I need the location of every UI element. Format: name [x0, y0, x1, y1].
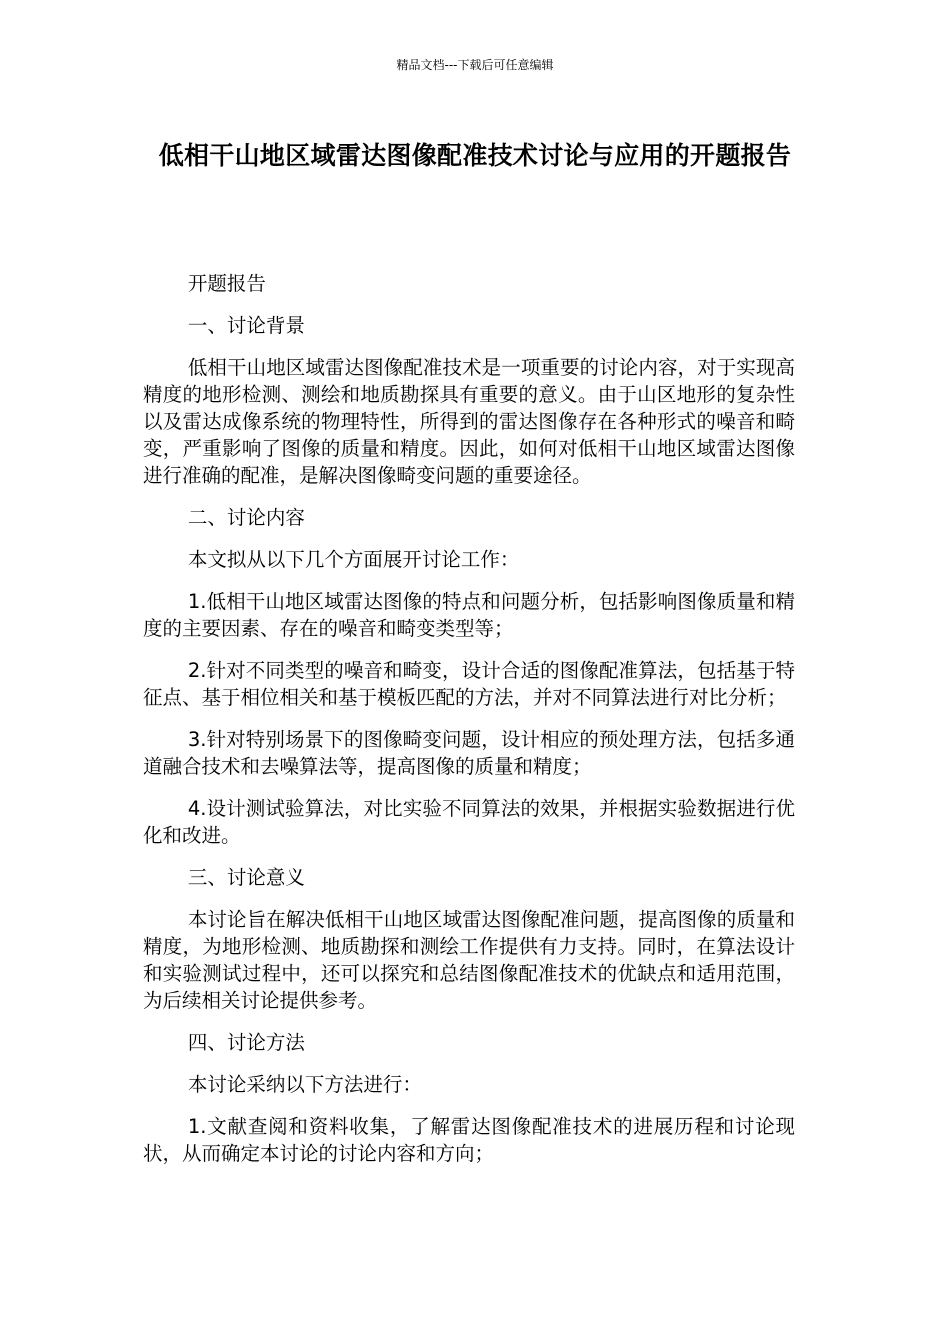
- section-heading-method: 四、讨论方法: [187, 1031, 305, 1054]
- section-heading-report: 开题报告: [187, 272, 266, 295]
- paragraph-significance: 本讨论旨在解决低相干山地区域雷达图像配准问题，提高图像的质量和精度，为地形检测、地质勘探和测绘工作提供有力支持。同时，在算法设计和实验测试过程中，还可以探究和总结图像配准技术的优缺点和适用范围，为后续相关讨论提供参考。: [143, 908, 795, 1012]
- page-header: 精品文档---下载后可任意编辑: [396, 58, 554, 72]
- list-item-content-2: 2.针对不同类型的噪音和畸变，设计合适的图像配准算法，包括基于特征点、基于相位相关和基于模板匹配的方法，并对不同算法进行对比分析；: [143, 659, 795, 709]
- list-item-content-1: 1.低相干山地区域雷达图像的特点和问题分析，包括影响图像质量和精度的主要因素、存在的噪音和畸变类型等；: [143, 590, 795, 640]
- section-heading-content: 二、讨论内容: [187, 506, 305, 529]
- document-body: [143, 270, 795, 1182]
- paragraph-background: 低相干山地区域雷达图像配准技术是一项重要的讨论内容，对于实现高精度的地形检测、测绘和地质勘探具有重要的意义。由于山区地形的复杂性以及雷达成像系统的物理特性，所得到的雷达图像存在各种形式的噪音和畸变，严重影响了图像的质量和精度。因此，如何对低相干山地区域雷达图像进行准确的配准，是解决图像畸变问题的重要途径。: [143, 356, 795, 487]
- paragraph-content-intro: 本文拟从以下几个方面展开讨论工作：: [187, 548, 520, 571]
- list-item-content-3: 3.针对特别场景下的图像畸变问题，设计相应的预处理方法，包括多通道融合技术和去噪算法等，提高图像的质量和精度；: [143, 728, 795, 778]
- section-heading-background: 一、讨论背景: [187, 314, 305, 337]
- list-item-method-1: 1.文献查阅和资料收集，了解雷达图像配准技术的进展历程和讨论现状，从而确定本讨论的讨论内容和方向；: [143, 1115, 795, 1165]
- paragraph-method-intro: 本讨论采纳以下方法进行：: [187, 1073, 422, 1096]
- document-title: 低相干山地区域雷达图像配准技术讨论与应用的开题报告: [158, 141, 792, 170]
- section-heading-significance: 三、讨论意义: [187, 866, 305, 889]
- list-item-content-4: 4.设计测试验算法，对比实验不同算法的效果，并根据实验数据进行优化和改进。: [143, 797, 795, 847]
